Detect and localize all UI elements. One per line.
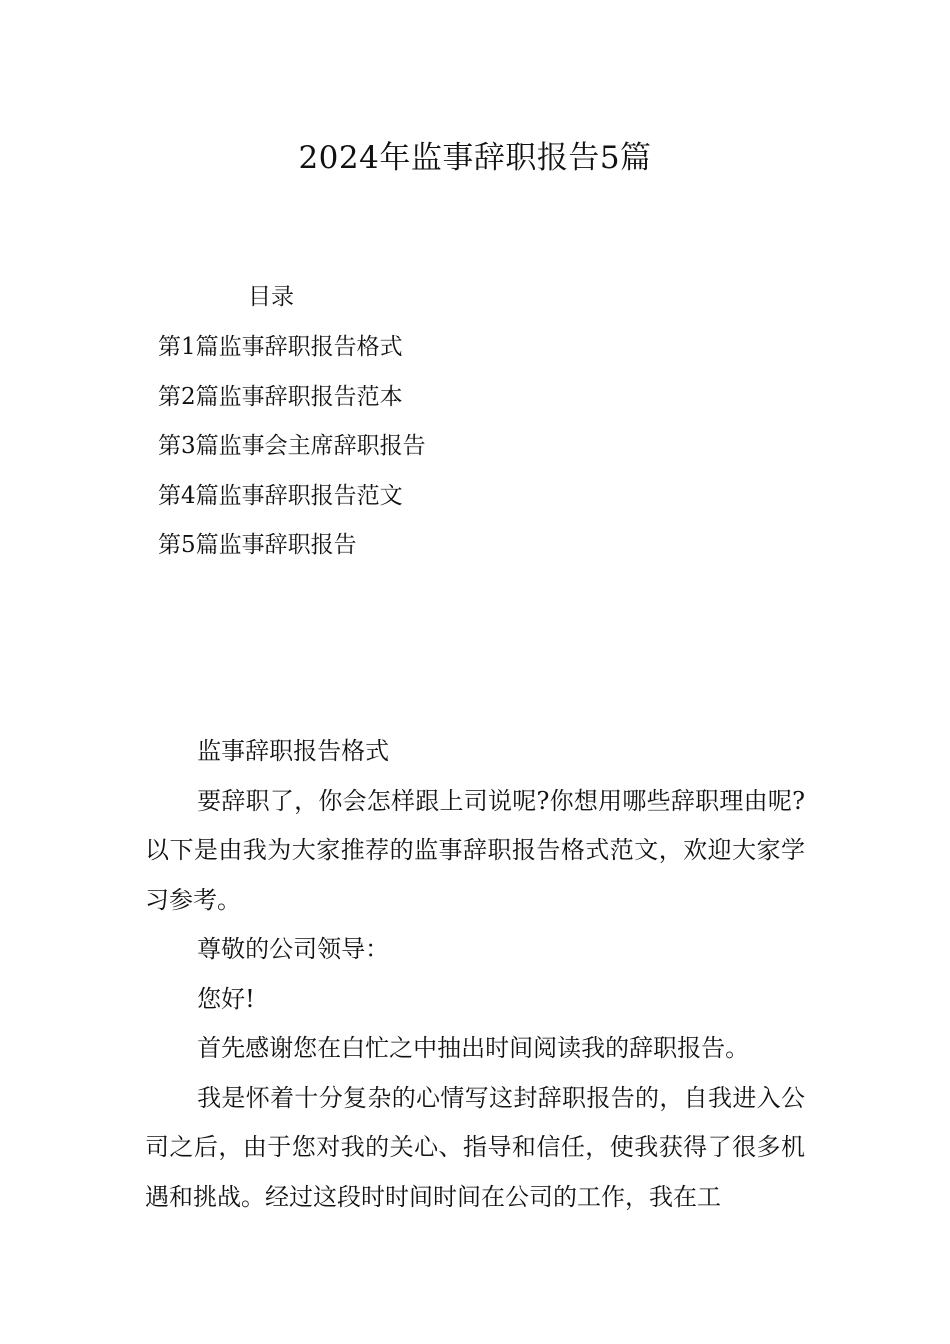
body-paragraph: 我是怀着十分复杂的心情写这封辞职报告的，自我进入公司之后，由于您对我的关心、指导和信任，使我获得了很多机遇和挑战。经过这段时时间时间在公司的工作，我在工	[145, 1083, 805, 1211]
section-heading: 监事辞职报告格式	[197, 737, 390, 765]
greeting: 您好!	[197, 984, 255, 1013]
toc-item-3[interactable]: 第3篇监事会主席辞职报告	[158, 433, 426, 459]
salutation: 尊敬的公司领导：	[197, 935, 390, 963]
toc-item-2[interactable]: 第2篇监事辞职报告范本	[158, 383, 403, 410]
body-paragraph: 首先感谢您在白忙之中抽出时间阅读我的辞职报告。	[197, 1034, 750, 1062]
toc-item-1[interactable]: 第1篇监事辞职报告格式	[158, 334, 403, 360]
toc-item-4[interactable]: 第4篇监事辞职报告范文	[158, 482, 403, 509]
document-title: 2024年监事辞职报告5篇	[298, 140, 652, 176]
table-of-contents	[158, 332, 426, 580]
document-body	[145, 727, 805, 1222]
toc-heading: 目录	[248, 284, 294, 310]
intro-paragraph: 要辞职了，你会怎样跟上司说呢?你想用哪些辞职理由呢?以下是由我为大家推荐的监事辞职报告格式范文，欢迎大家学习参考。	[145, 786, 805, 914]
toc-item-5[interactable]: 第5篇监事辞职报告	[158, 532, 357, 558]
